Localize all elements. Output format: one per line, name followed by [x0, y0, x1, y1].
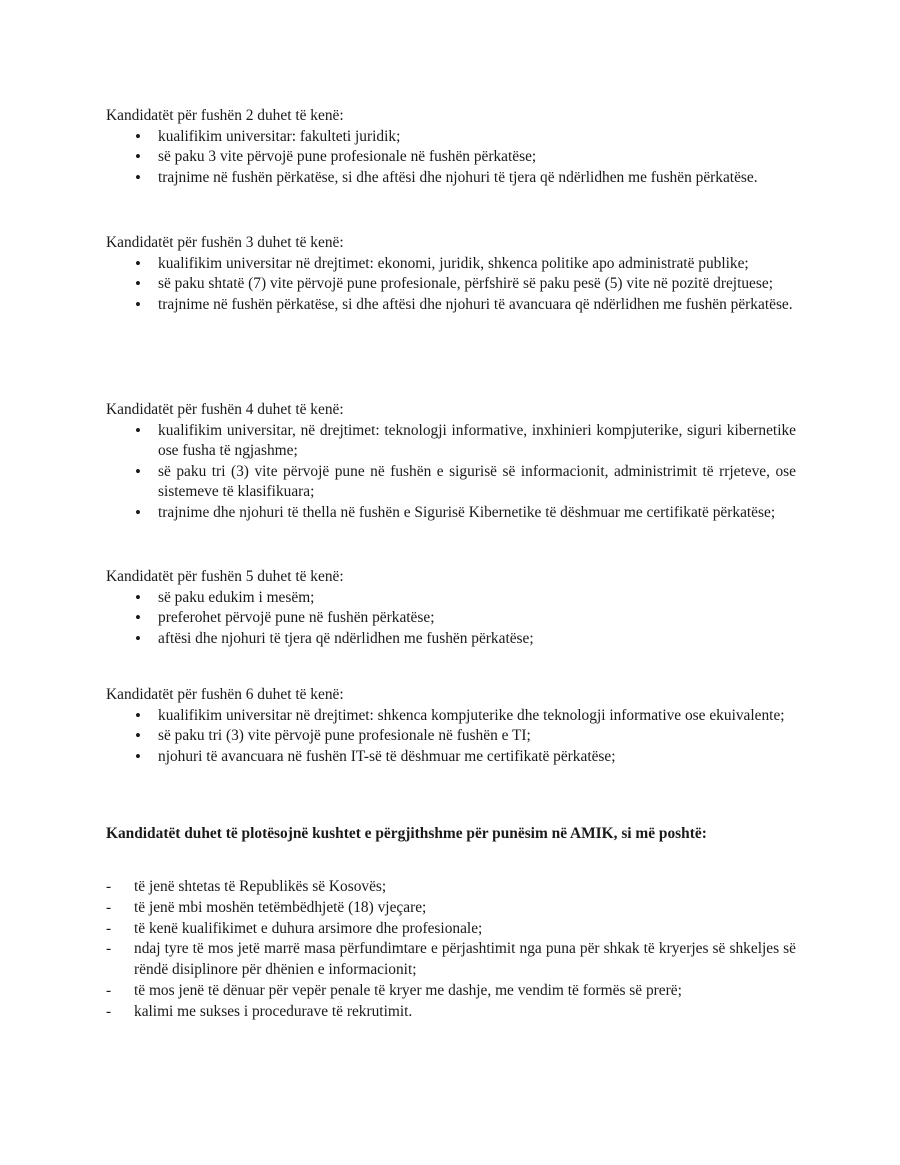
section-heading: Kandidatët për fushën 3 duhet të kenë: — [106, 234, 344, 251]
section-heading: Kandidatët për fushën 6 duhet të kenë: — [106, 686, 344, 703]
list-item: - të mos jenë të dënuar për vepër penale të kryer me dashje, me vendim të formës së prerë; — [106, 981, 796, 1002]
list-item: • njohuri të avancuara në fushën IT-së të dëshmuar me certifikatë përkatëse; — [106, 747, 796, 768]
list-item: • së paku 3 vite përvojë pune profesionale në fushën përkatëse; — [106, 147, 796, 168]
list-item: • së paku tri (3) vite përvojë pune profesionale në fushën e TI; — [106, 726, 796, 747]
list-item: • trajnime në fushën përkatëse, si dhe aftësi dhe njohuri të avancuara që ndërlidhen me fushën përkatëse. — [106, 295, 796, 316]
list-item: - të jenë shtetas të Republikës së Kosovës; — [106, 877, 796, 898]
list-item: • së paku tri (3) vite përvojë pune në fushën e sigurisë së informacionit, administrimit të rrjeteve, ose sistemeve të klasifikuara; — [106, 462, 796, 503]
section-field-5 — [106, 567, 796, 649]
requirements-list — [106, 706, 796, 768]
list-item: • së paku shtatë (7) vite përvojë pune profesionale, përfshirë së paku pesë (5) vite në pozitë drejtuese; — [106, 274, 796, 295]
list-item: • trajnime në fushën përkatëse, si dhe aftësi dhe njohuri të tjera që ndërlidhen me fushën përkatëse. — [106, 168, 796, 189]
list-item: • kualifikim universitar në drejtimet: shkenca kompjuterike dhe teknologji informative ose ekuivalente; — [106, 706, 796, 727]
general-requirements-heading: Kandidatët duhet të plotësojnë kushtet e përgjithshme për punësim në AMIK, si më poshtë: — [106, 825, 707, 842]
list-item: • kualifikim universitar, në drejtimet: teknologji informative, inxhinieri kompjuterike, siguri kibernetike ose fusha të ngjashme; — [106, 421, 796, 462]
section-field-4 — [106, 400, 796, 523]
requirements-list — [106, 254, 796, 316]
list-item: - të kenë kualifikimet e duhura arsimore dhe profesionale; — [106, 919, 796, 940]
requirements-list — [106, 127, 796, 189]
list-item: • trajnime dhe njohuri të thella në fushën e Sigurisë Kibernetike të dëshmuar me certifikatë përkatëse; — [106, 503, 796, 524]
list-item: - ndaj tyre të mos jetë marrë masa përfundimtare e përjashtimit nga puna për shkak të kryerjes së shkeljes së rëndë disiplinore për dhënien e informacionit; — [106, 939, 796, 981]
general-requirements-list — [106, 877, 796, 1023]
section-heading: Kandidatët për fushën 2 duhet të kenë: — [106, 107, 344, 124]
list-item: • kualifikim universitar: fakulteti juridik; — [106, 127, 796, 148]
requirements-list — [106, 588, 796, 650]
list-item: • preferohet përvojë pune në fushën përkatëse; — [106, 608, 796, 629]
section-heading: Kandidatët për fushën 5 duhet të kenë: — [106, 568, 344, 585]
requirements-list — [106, 421, 796, 524]
list-item: • së paku edukim i mesëm; — [106, 588, 796, 609]
list-item: • kualifikim universitar në drejtimet: ekonomi, juridik, shkenca politike apo administratë publike; — [106, 254, 796, 275]
list-item: - kalimi me sukses i procedurave të rekrutimit. — [106, 1002, 796, 1023]
list-item: • aftësi dhe njohuri të tjera që ndërlidhen me fushën përkatëse; — [106, 629, 796, 650]
section-field-3 — [106, 233, 796, 315]
section-heading: Kandidatët për fushën 4 duhet të kenë: — [106, 401, 344, 418]
list-item: - të jenë mbi moshën tetëmbëdhjetë (18) vjeçare; — [106, 898, 796, 919]
section-field-6 — [106, 685, 796, 767]
section-field-2 — [106, 106, 796, 188]
